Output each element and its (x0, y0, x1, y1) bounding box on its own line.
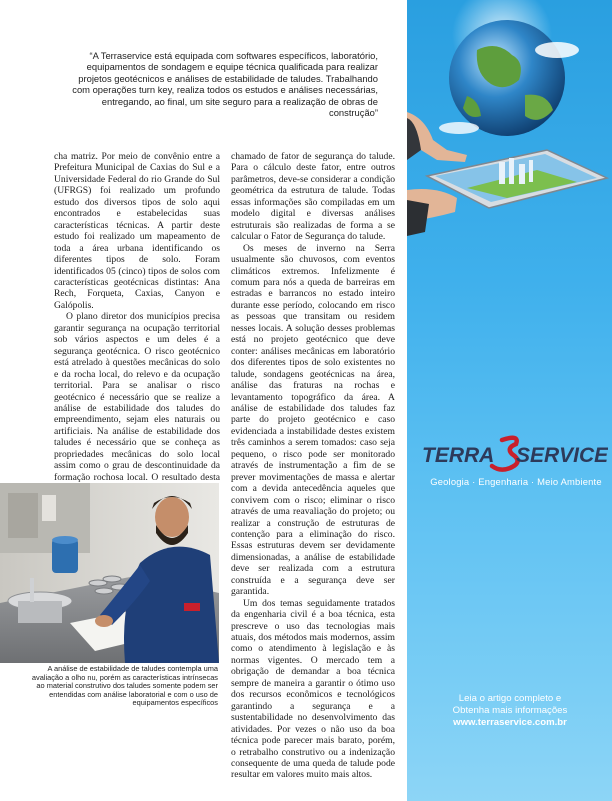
cta-line-1: Leia o artigo completo e (458, 693, 562, 704)
article-column-left (54, 151, 220, 495)
paragraph: chamado de fator de segurança do talude. Para o cálculo deste fator, entre outros parâmetros, deve-se considerar a condição geométrica da estrutura de talude. Todas essas informações são compiladas em um modelo digital e diversas análises estruturais são realizadas de forma a se calcular o Fator de Segurança do talude. (231, 151, 395, 243)
logo-swoosh-icon (492, 438, 518, 470)
call-to-action (412, 693, 608, 729)
lab-photo (0, 483, 219, 663)
article-column-right (231, 151, 395, 781)
lab-photo-illustration (0, 483, 219, 663)
paragraph: Um dos temas seguidamente tratados da engenharia civil é a boa técnica, esta prescreve o uso das tecnologias mais atuais, dos métodos mais modernos, assim como o atendimento à legislação e às normas vigentes. O mercado tem a obrigação de demandar a boa técnica sempre de maneira a garantir o ótimo uso dos recursos econômicos e tecnológicos garantindo a segurança e a sustentabilidade no desenvolvimento das atividades. Por vezes o não uso da boa técnica pode parecer mais barato, porém, o retrabalho construtivo ou a indenização consequente de uma queda de talude pode resultar em valores muito mais altos. (231, 597, 395, 781)
paragraph: Os meses de inverno na Serra usualmente são chuvosos, com eventos climáticos extremos. Infelizmente é comum para nós a queda de barreiras em estradas e barrancos no estado inteiro durante esse período, colocando em risco as pessoas que transitam ou residem nesses locais. A solução desses problemas está no projeto geotécnico que deve conter: análises mecânicas em laboratório dos diferentes tipos de solo existentes no talude, sondagens geotécnicas na área, análise das fraturas na rochas e levantamento topográfico da área. A análise de estabilidade dos taludes faz parte do projeto geotécnico e caso evidenciada a instabilidade destes existem três caminhos a serem tomados: caso seja pequeno, o risco pode ser monitorado através de instrumentação a fim de se prever movimentações de massa e alertar com a devida antecedência aqueles que convivem com o risco; eliminar o risco através de uma reavaliação do projeto; ou realizar a construção de estruturas de contenção para a eliminação do risco. Essas estruturas devem ser devidamente dimensionadas, a análise de estabilidade deve ser realizada com a estrutura construída e a segurança deve ser garantida. (231, 242, 395, 598)
logo-terra: TERRA (422, 444, 495, 467)
photo-caption: A análise de estabilidade de taludes contempla uma avaliação a olho nu, porém as características intrínsecas ao material construtivo dos taludes somente podem ser entendidas com análise laboratorial e com o uso de equipamentos específicos (31, 664, 218, 708)
promo-sidebar (407, 0, 612, 801)
logo-wordmark (420, 432, 608, 476)
paragraph: cha matriz. Por meio de convênio entre a Prefeitura Municipal de Caxias do Sul e a Universidade Federal do rio Grande do Sul (UFRGS) foi realizado um profundo estudo dos diversos tipos de solo aqui encontrados e estabelecidas suas características técnicas. A partir deste estudo foi realizado um mapeamento de toda a área urbana identificando os diferentes tipos de solo. Foram identificados 05 (cinco) tipos de solos com características geotécnicas distintas: Ana Rech, Forqueta, Caxias, Canyon e Galópolis. (54, 151, 220, 311)
logo-tagline: Geologia · Engenharia · Meio Ambiente (430, 476, 602, 487)
website-link[interactable]: www.terraservice.com.br (453, 717, 567, 728)
pull-quote: “A Terraservice está equipada com softwares específicos, laboratório, equipamentos de sondagem e equipe técnica qualificada para realizar projetos geotécnicos e análises de estabilidade de taludes. Trabalhando com operações turn key, realiza todos os estudos e análises necessárias, entregando, ao final, um site seguro para a realização de obras de construção” (72, 50, 378, 119)
cta-line-2: Obtenha mais informações (452, 705, 568, 716)
paragraph: O plano diretor dos municípios precisa garantir segurança na ocupação territorial sob vários aspectos e um deles é a segurança geotécnica. O risco geotécnico está atrelado à questões mecânicas do solo e da rocha local, do relevo e da ocupação territorial. Para se analisar o risco geotécnico é necessário que se realize a análise de estabilidade dos taludes do empreendimento, sejam eles naturais ou artificiais. Na análise de estabilidade dos taludes é necessário que se conheça as propriedades mecânicas do solo local assim como o grau de descontinuidade da formação rochosa local. O resultado desta (54, 311, 220, 483)
logo-service: SERVICE (516, 444, 608, 467)
globe-hands-illustration (407, 0, 612, 801)
